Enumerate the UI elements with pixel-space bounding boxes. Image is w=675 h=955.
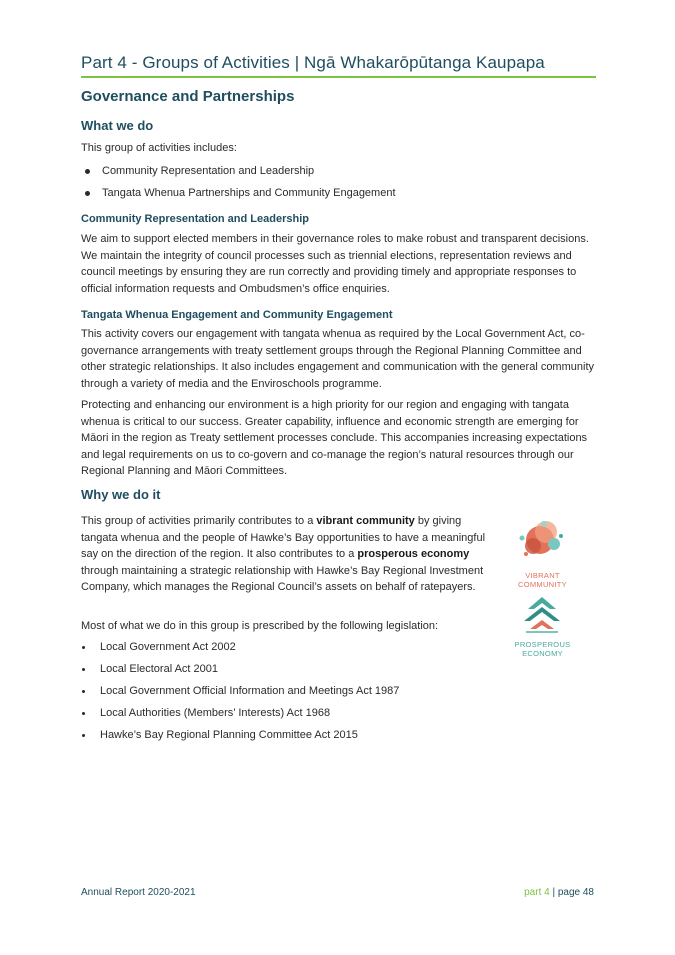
- bullet-icon: [85, 191, 90, 196]
- tangata-whenua-body-1: This activity covers our engagement with tangata whenua as required by the Local Government Act, co-governance arrangements with treaty settlement groups through the Regional Planning Committee and other strategic relationships. It also includes engagement and communication with the general community through a variety of media and the Enviroschools programme.: [81, 328, 594, 390]
- footer-page-number: part 4 | page 48: [524, 887, 594, 898]
- title-divider: [81, 76, 596, 78]
- prosperous-economy-icon: [510, 595, 575, 635]
- community-rep-heading: Community Representation and Leadership: [81, 213, 309, 225]
- bullet-icon: [85, 169, 90, 174]
- list-item: Tangata Whenua Partnerships and Community Engagement: [82, 182, 396, 204]
- bullet-icon: [82, 734, 85, 737]
- bullet-icon: [82, 668, 85, 671]
- list-item: Hawke’s Bay Regional Planning Committee Act 2015: [80, 724, 399, 746]
- community-rep-body: We aim to support elected members in their governance roles to make robust and transparent decisions. We maintain the integrity of council processes such as triennial elections, representation reviews and council meetings by ensuring they are run correctly and providing timely and appropriate responses to official information requests and Ombudsmen’s office enquiries.: [81, 233, 589, 295]
- list-item: Local Government Official Information and Meetings Act 1987: [80, 680, 399, 702]
- footer-report-title: Annual Report 2020-2021: [81, 887, 196, 898]
- why-we-do-it-heading: Why we do it: [81, 487, 161, 502]
- what-we-do-heading: What we do: [81, 118, 154, 133]
- legislation-list: [80, 636, 399, 746]
- vibrant-community-label: VIBRANT COMMUNITY: [518, 571, 567, 589]
- prosperous-economy-emphasis: prosperous economy: [357, 548, 470, 560]
- legislation-intro: Most of what we do in this group is prescribed by the following legislation:: [81, 620, 439, 632]
- outcome-icons: [510, 518, 575, 658]
- what-we-do-intro: This group of activities includes:: [81, 142, 237, 154]
- activities-list: [82, 160, 396, 204]
- list-item: Local Authorities (Members’ Interests) Act 1968: [80, 702, 399, 724]
- why-we-do-it-body: This group of activities primarily contributes to a vibrant community by giving tangata whenua and the people of Hawke’s Bay opportunities to have a meaningful say on the direction of the region. It also contributes to a prosperous economy through maintaining a strategic relationship with Hawke’s Bay Regional Investment Company, which manages the Regional Council’s assets on behalf of ratepayers.: [81, 515, 486, 593]
- prosperous-economy-label: PROSPEROUS ECONOMY: [514, 640, 571, 658]
- vibrant-community-emphasis: vibrant community: [316, 515, 415, 527]
- tangata-whenua-body-2: Protecting and enhancing our environment is a high priority for our region and engaging with tangata whenua is critical to our success. Greater capability, influence and economic strength are emerging for Māori in the region as Treaty settlement processes conclude. This accompanies increasing expectations and legal requirements on us to co-govern and co-manage the region’s natural resources through our Regional Planning and Māori Committees.: [81, 399, 588, 477]
- vibrant-community-icon: [510, 518, 575, 566]
- section-title: Governance and Partnerships: [81, 88, 295, 105]
- tangata-whenua-heading: Tangata Whenua Engagement and Community Engagement: [81, 309, 393, 321]
- list-item: Local Government Act 2002: [80, 636, 399, 658]
- bullet-icon: [82, 712, 85, 715]
- list-item: Community Representation and Leadership: [82, 160, 396, 182]
- bullet-icon: [82, 690, 85, 693]
- bullet-icon: [82, 646, 85, 649]
- part-title: Part 4 - Groups of Activities | Ngā Whakarōpūtanga Kaupapa: [81, 53, 545, 72]
- list-item: Local Electoral Act 2001: [80, 658, 399, 680]
